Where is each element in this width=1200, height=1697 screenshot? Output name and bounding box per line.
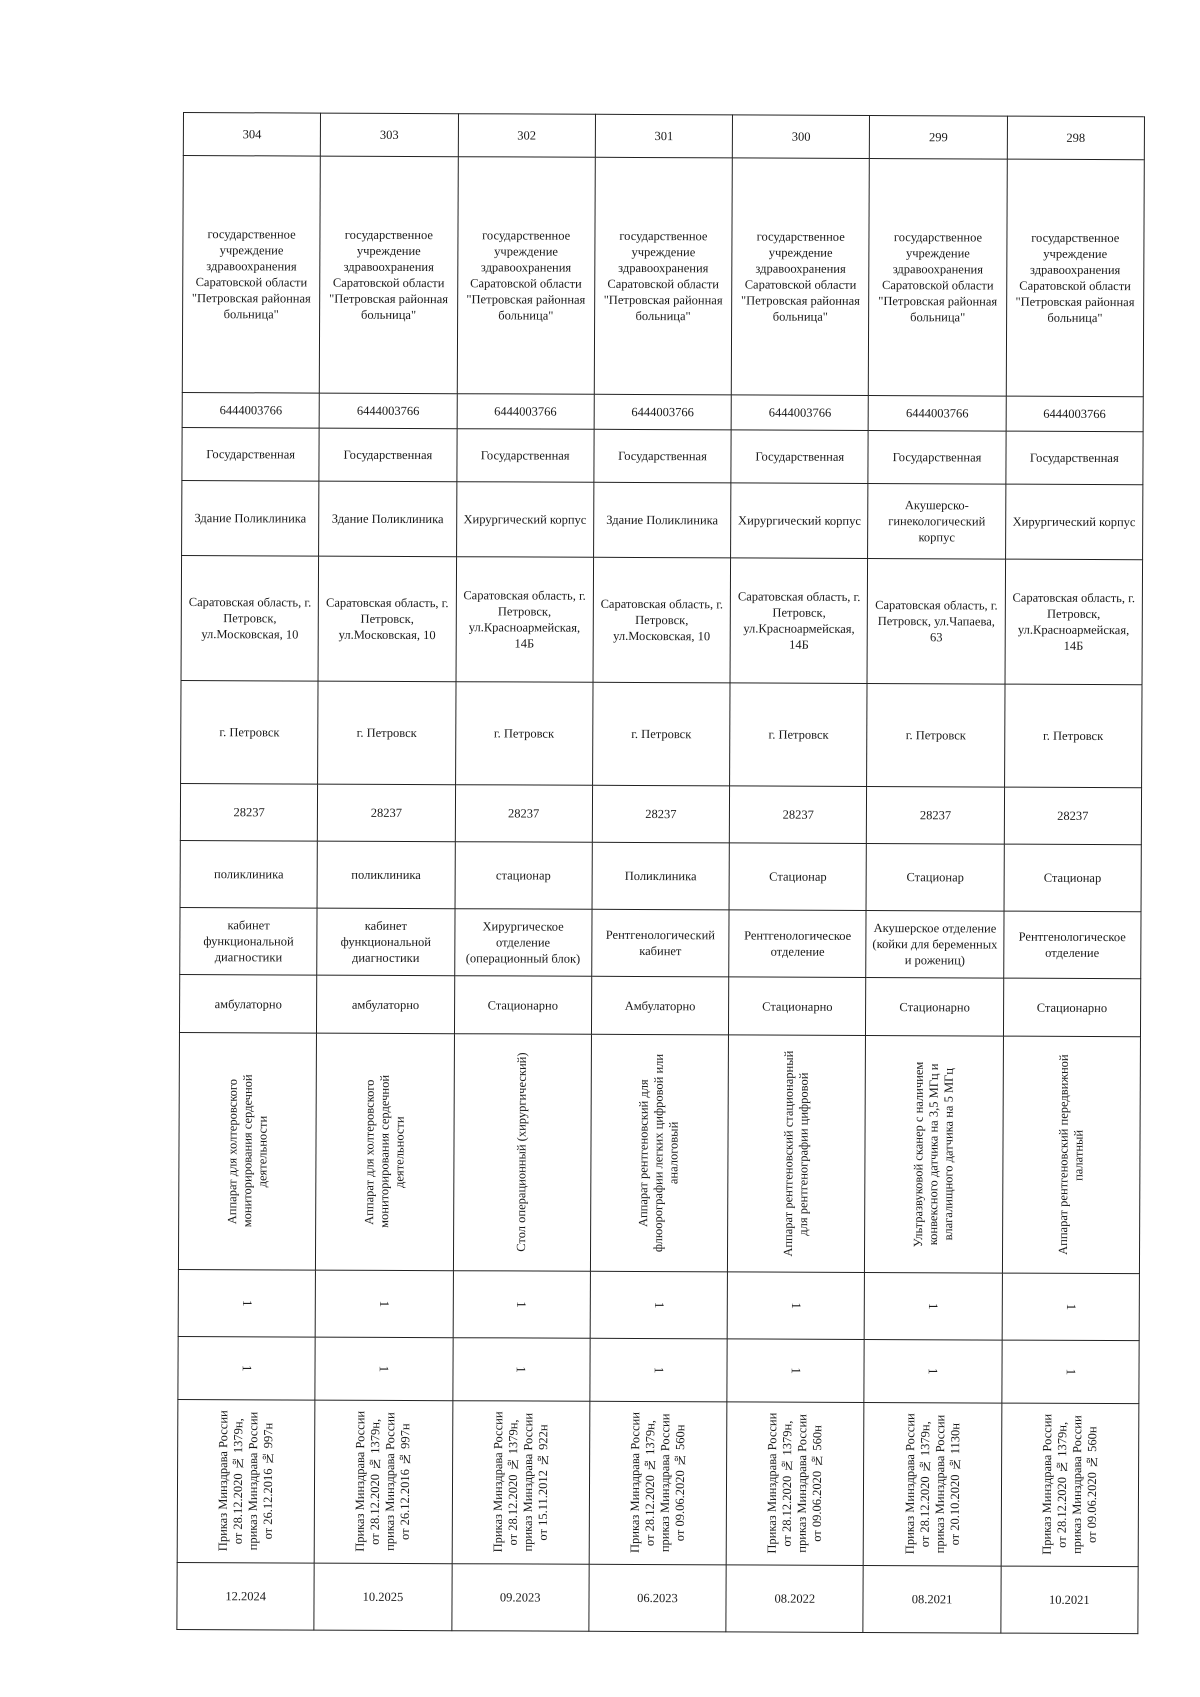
building-cell: Акушерско-гинекологический корпус (868, 483, 1006, 559)
vertical-text-wrap (455, 1403, 586, 1562)
table-row (182, 480, 1143, 559)
quantity-cell (1002, 1340, 1140, 1404)
date-cell: 10.2021 (1001, 1566, 1139, 1634)
quantity-value: 1 (651, 1366, 667, 1374)
quantity-value: 1 (1063, 1303, 1079, 1311)
regulation-order-cell (177, 1399, 315, 1563)
quantity-value: 1 (377, 1300, 393, 1308)
vertical-text-wrap (730, 1404, 861, 1563)
inn-cell: 6444003766 (182, 392, 319, 428)
regulation-order-text: Приказ Минздрава России от 28.12.2020 № 1379н, приказ Минздрава России от 09.06.2020 № 560н (627, 1412, 688, 1554)
quantity-value: 1 (239, 1365, 255, 1372)
vertical-text-wrap (1004, 1406, 1135, 1565)
organization-name-cell: государственное учреждение здравоохранения Саратовской области "Петровская районная больница" (320, 156, 458, 394)
date-cell: 08.2021 (863, 1565, 1001, 1633)
record-number-cell: 303 (321, 113, 458, 157)
quantity-value: 1 (788, 1367, 804, 1374)
inn-cell: 6444003766 (1006, 396, 1143, 432)
table-row (182, 427, 1143, 484)
equipment-name-text: Ультразвуковой сканер с наличием конвексного датчика на 3,5 МГц и влагалищного датчика на 5 МГц (911, 1061, 956, 1248)
division-type-cell: поликлиника (317, 841, 455, 909)
quantity-cell (1002, 1273, 1140, 1341)
equipment-name-text: Аппарат рентгеновский для флюорографии легких цифровой или аналоговый (636, 1053, 682, 1253)
table-row (180, 783, 1141, 844)
division-type-cell: стационар (455, 842, 593, 910)
quantity-cell (178, 1269, 316, 1337)
building-cell: Здание Поликлиника (182, 480, 320, 556)
care-mode-cell: амбулаторно (179, 974, 317, 1033)
inn-cell: 6444003766 (457, 394, 594, 430)
care-mode-cell: Стационарно (866, 977, 1004, 1036)
equipment-name-text: Стол операционный (хирургический) (514, 1052, 530, 1253)
regulation-order-text: Приказ Минздрава России от 28.12.2020 № 1379н, приказ Минздрава России от 20.10.2020 № 1130н (902, 1413, 962, 1555)
table-row (177, 1562, 1138, 1633)
building-cell: Хирургический корпус (731, 483, 869, 559)
regulation-order-text: Приказ Минздрава России от 28.12.2020 № 1379н, приказ Минздрава России от 09.06.2020 № 560н (764, 1413, 825, 1555)
quantity-cell (178, 1336, 316, 1400)
table-row (178, 1032, 1140, 1273)
care-mode-cell: Стационарно (1003, 978, 1141, 1037)
quantity-value: 1 (514, 1301, 530, 1308)
table-row (183, 113, 1144, 160)
regulation-order-cell (726, 1402, 864, 1566)
department-cell: Акушерское отделение (койки для беременных и рожениц) (866, 910, 1004, 978)
date-cell: 06.2023 (589, 1564, 727, 1632)
inn-cell: 6444003766 (869, 395, 1006, 431)
regulation-order-cell (864, 1402, 1002, 1566)
address-cell: Саратовская область, г. Петровск, ул.Красноармейская, 14Б (1005, 559, 1143, 685)
vertical-text-wrap (867, 1405, 998, 1564)
vertical-text-wrap (182, 1035, 313, 1268)
regulation-order-cell (589, 1401, 727, 1565)
equipment-name-text: Аппарат рентгеновский стационарный для рентгенографии цифровой (781, 1050, 812, 1257)
building-cell: Хирургический корпус (456, 482, 594, 558)
quantity-value: 1 (376, 1365, 392, 1373)
division-type-cell: Стационар (729, 843, 867, 911)
vertical-text-wrap (457, 1036, 588, 1269)
table-row (179, 974, 1140, 1036)
building-cell: Здание Поликлиника (593, 482, 731, 558)
ownership-cell: Государственная (868, 430, 1006, 484)
equipment-name-cell (316, 1033, 454, 1271)
equipment-table-body (177, 113, 1145, 1634)
oktmo-cell: 28237 (318, 784, 456, 842)
quantity-value: 1 (1063, 1368, 1079, 1376)
oktmo-cell: 28237 (455, 785, 593, 843)
inn-cell: 6444003766 (731, 395, 868, 431)
equipment-name-text: Аппарат для холтеровского мониторирования сердечной деятельности (224, 1074, 270, 1228)
city-cell: г. Петровск (1004, 684, 1142, 788)
regulation-order-text: Приказ Минздрава России от 28.12.2020 № 1379н, приказ Минздрава России от 26.12.2016 № 997н (353, 1411, 413, 1553)
quantity-cell (864, 1339, 1002, 1403)
city-cell: г. Петровск (318, 681, 456, 785)
record-number-cell: 300 (732, 115, 869, 159)
division-type-cell: Поликлиника (592, 842, 730, 910)
table-row (180, 907, 1141, 978)
building-cell: Хирургический корпус (1005, 484, 1143, 560)
equipment-name-cell (728, 1035, 866, 1273)
vertical-text-wrap (868, 1038, 999, 1271)
quantity-cell (727, 1339, 865, 1403)
quantity-cell (727, 1272, 865, 1340)
address-cell: Саратовская область, г. Петровск, ул.Красноармейская, 14Б (730, 558, 868, 684)
oktmo-cell: 28237 (592, 785, 730, 843)
city-cell: г. Петровск (730, 683, 868, 787)
building-cell: Здание Поликлиника (319, 481, 457, 557)
equipment-name-text: Аппарат рентгеновский передвижной палатный (1055, 1054, 1086, 1256)
equipment-name-text: Аппарат для холтеровского мониторирования сердечной деятельности (362, 1075, 407, 1229)
quantity-cell (590, 1338, 728, 1402)
equipment-table (176, 112, 1145, 1634)
regulation-order-text: Приказ Минздрава России от 28.12.2020 № 1379н, приказ Минздрава России от 09.06.2020 № 560н (1039, 1414, 1100, 1556)
quantity-value: 1 (514, 1366, 530, 1373)
division-type-cell: Стационар (866, 843, 1004, 911)
quantity-value: 1 (926, 1303, 942, 1310)
organization-name-cell: государственное учреждение здравоохранения Саратовской области "Петровская районная больница" (869, 158, 1007, 396)
organization-name-cell: государственное учреждение здравоохранения Саратовской области "Петровская районная больница" (457, 157, 595, 395)
vertical-text-wrap (318, 1403, 449, 1562)
vertical-text-wrap (1006, 1039, 1137, 1272)
oktmo-cell: 28237 (867, 786, 1005, 844)
care-mode-cell: Стационарно (454, 976, 592, 1035)
record-number-cell: 304 (183, 113, 320, 157)
department-cell: Рентгенологическое отделение (1003, 911, 1141, 979)
quantity-value: 1 (239, 1300, 255, 1307)
vertical-text-wrap (319, 1036, 450, 1269)
vertical-text-wrap (594, 1037, 725, 1270)
address-cell: Саратовская область, г. Петровск, ул.Московская, 10 (318, 556, 456, 682)
regulation-order-cell (452, 1401, 590, 1565)
equipment-name-cell (1002, 1036, 1140, 1274)
quantity-cell (590, 1271, 728, 1339)
regulation-order-text: Приказ Минздрава России от 28.12.2020 № 1379н, приказ Минздрава России от 15.11.2012 № 922н (490, 1411, 550, 1553)
ownership-cell: Государственная (594, 429, 732, 483)
department-cell: Рентгенологическое отделение (729, 910, 867, 978)
care-mode-cell: Амбулаторно (591, 976, 729, 1035)
city-cell: г. Петровск (867, 683, 1005, 787)
care-mode-cell: амбулаторно (317, 975, 455, 1034)
regulation-order-cell (1001, 1403, 1139, 1567)
table-row (182, 156, 1144, 397)
city-cell: г. Петровск (181, 680, 319, 784)
table-row (182, 392, 1143, 431)
quantity-cell (452, 1338, 590, 1402)
division-type-cell: Стационар (1004, 844, 1142, 912)
record-number-cell: 302 (458, 114, 595, 158)
vertical-text-wrap (731, 1037, 862, 1270)
oktmo-cell: 28237 (180, 783, 318, 841)
quantity-cell (865, 1272, 1003, 1340)
date-cell: 09.2023 (451, 1564, 589, 1632)
quantity-value: 1 (926, 1368, 942, 1375)
equipment-name-cell (178, 1032, 316, 1270)
ownership-cell: Государственная (319, 428, 457, 482)
inn-cell: 6444003766 (594, 394, 731, 430)
equipment-name-cell (865, 1035, 1003, 1273)
table-row (181, 680, 1142, 787)
equipment-name-cell (453, 1034, 591, 1272)
organization-name-cell: государственное учреждение здравоохранения Саратовской области "Петровская районная больница" (731, 158, 869, 396)
date-cell: 10.2025 (314, 1563, 452, 1631)
department-cell: Рентгенологический кабинет (592, 909, 730, 977)
division-type-cell: поликлиника (180, 840, 318, 908)
department-cell: кабинет функциональной диагностики (180, 907, 318, 975)
quantity-cell (315, 1337, 453, 1401)
ownership-cell: Государственная (731, 430, 869, 484)
table-row (177, 1399, 1139, 1566)
date-cell: 08.2022 (726, 1565, 864, 1633)
organization-name-cell: государственное учреждение здравоохранения Саратовской области "Петровская районная больница" (182, 156, 320, 394)
regulation-order-text: Приказ Минздрава России от 28.12.2020 № 1379н, приказ Минздрава России от 26.12.2016 № 997н (215, 1410, 276, 1552)
vertical-text-wrap (181, 1402, 312, 1561)
quantity-cell (453, 1271, 591, 1339)
table-row (181, 555, 1143, 684)
table-row (178, 1336, 1139, 1403)
organization-name-cell: государственное учреждение здравоохранения Саратовской области "Петровская районная больница" (1006, 159, 1144, 397)
address-cell: Саратовская область, г. Петровск, ул.Красноармейская, 14Б (456, 557, 594, 683)
department-cell: Хирургическое отделение (операционный блок) (454, 909, 592, 977)
ownership-cell: Государственная (182, 427, 320, 481)
city-cell: г. Петровск (455, 682, 593, 786)
vertical-text-wrap (593, 1404, 724, 1563)
equipment-name-cell (590, 1034, 728, 1272)
oktmo-cell: 28237 (1004, 787, 1142, 845)
table-row (180, 840, 1141, 911)
record-number-cell: 298 (1007, 116, 1144, 160)
city-cell: г. Петровск (592, 682, 730, 786)
date-cell: 12.2024 (177, 1562, 315, 1630)
ownership-cell: Государственная (456, 429, 594, 483)
quantity-cell (315, 1270, 453, 1338)
address-cell: Саратовская область, г. Петровск, ул.Московская, 10 (593, 557, 731, 683)
regulation-order-cell (314, 1400, 452, 1564)
inn-cell: 6444003766 (319, 393, 456, 429)
oktmo-cell: 28237 (729, 786, 867, 844)
care-mode-cell: Стационарно (729, 977, 867, 1036)
record-number-cell: 299 (870, 115, 1007, 159)
organization-name-cell: государственное учреждение здравоохранения Саратовской области "Петровская районная больница" (594, 157, 732, 395)
record-number-cell: 301 (595, 114, 732, 158)
quantity-value: 1 (789, 1302, 805, 1309)
address-cell: Саратовская область, г. Петровск, ул.Чапаева, 63 (867, 558, 1005, 684)
ownership-cell: Государственная (1006, 431, 1144, 485)
table-row (178, 1269, 1139, 1340)
address-cell: Саратовская область, г. Петровск, ул.Московская, 10 (181, 555, 319, 681)
quantity-value: 1 (651, 1301, 667, 1309)
department-cell: кабинет функциональной диагностики (317, 908, 455, 976)
